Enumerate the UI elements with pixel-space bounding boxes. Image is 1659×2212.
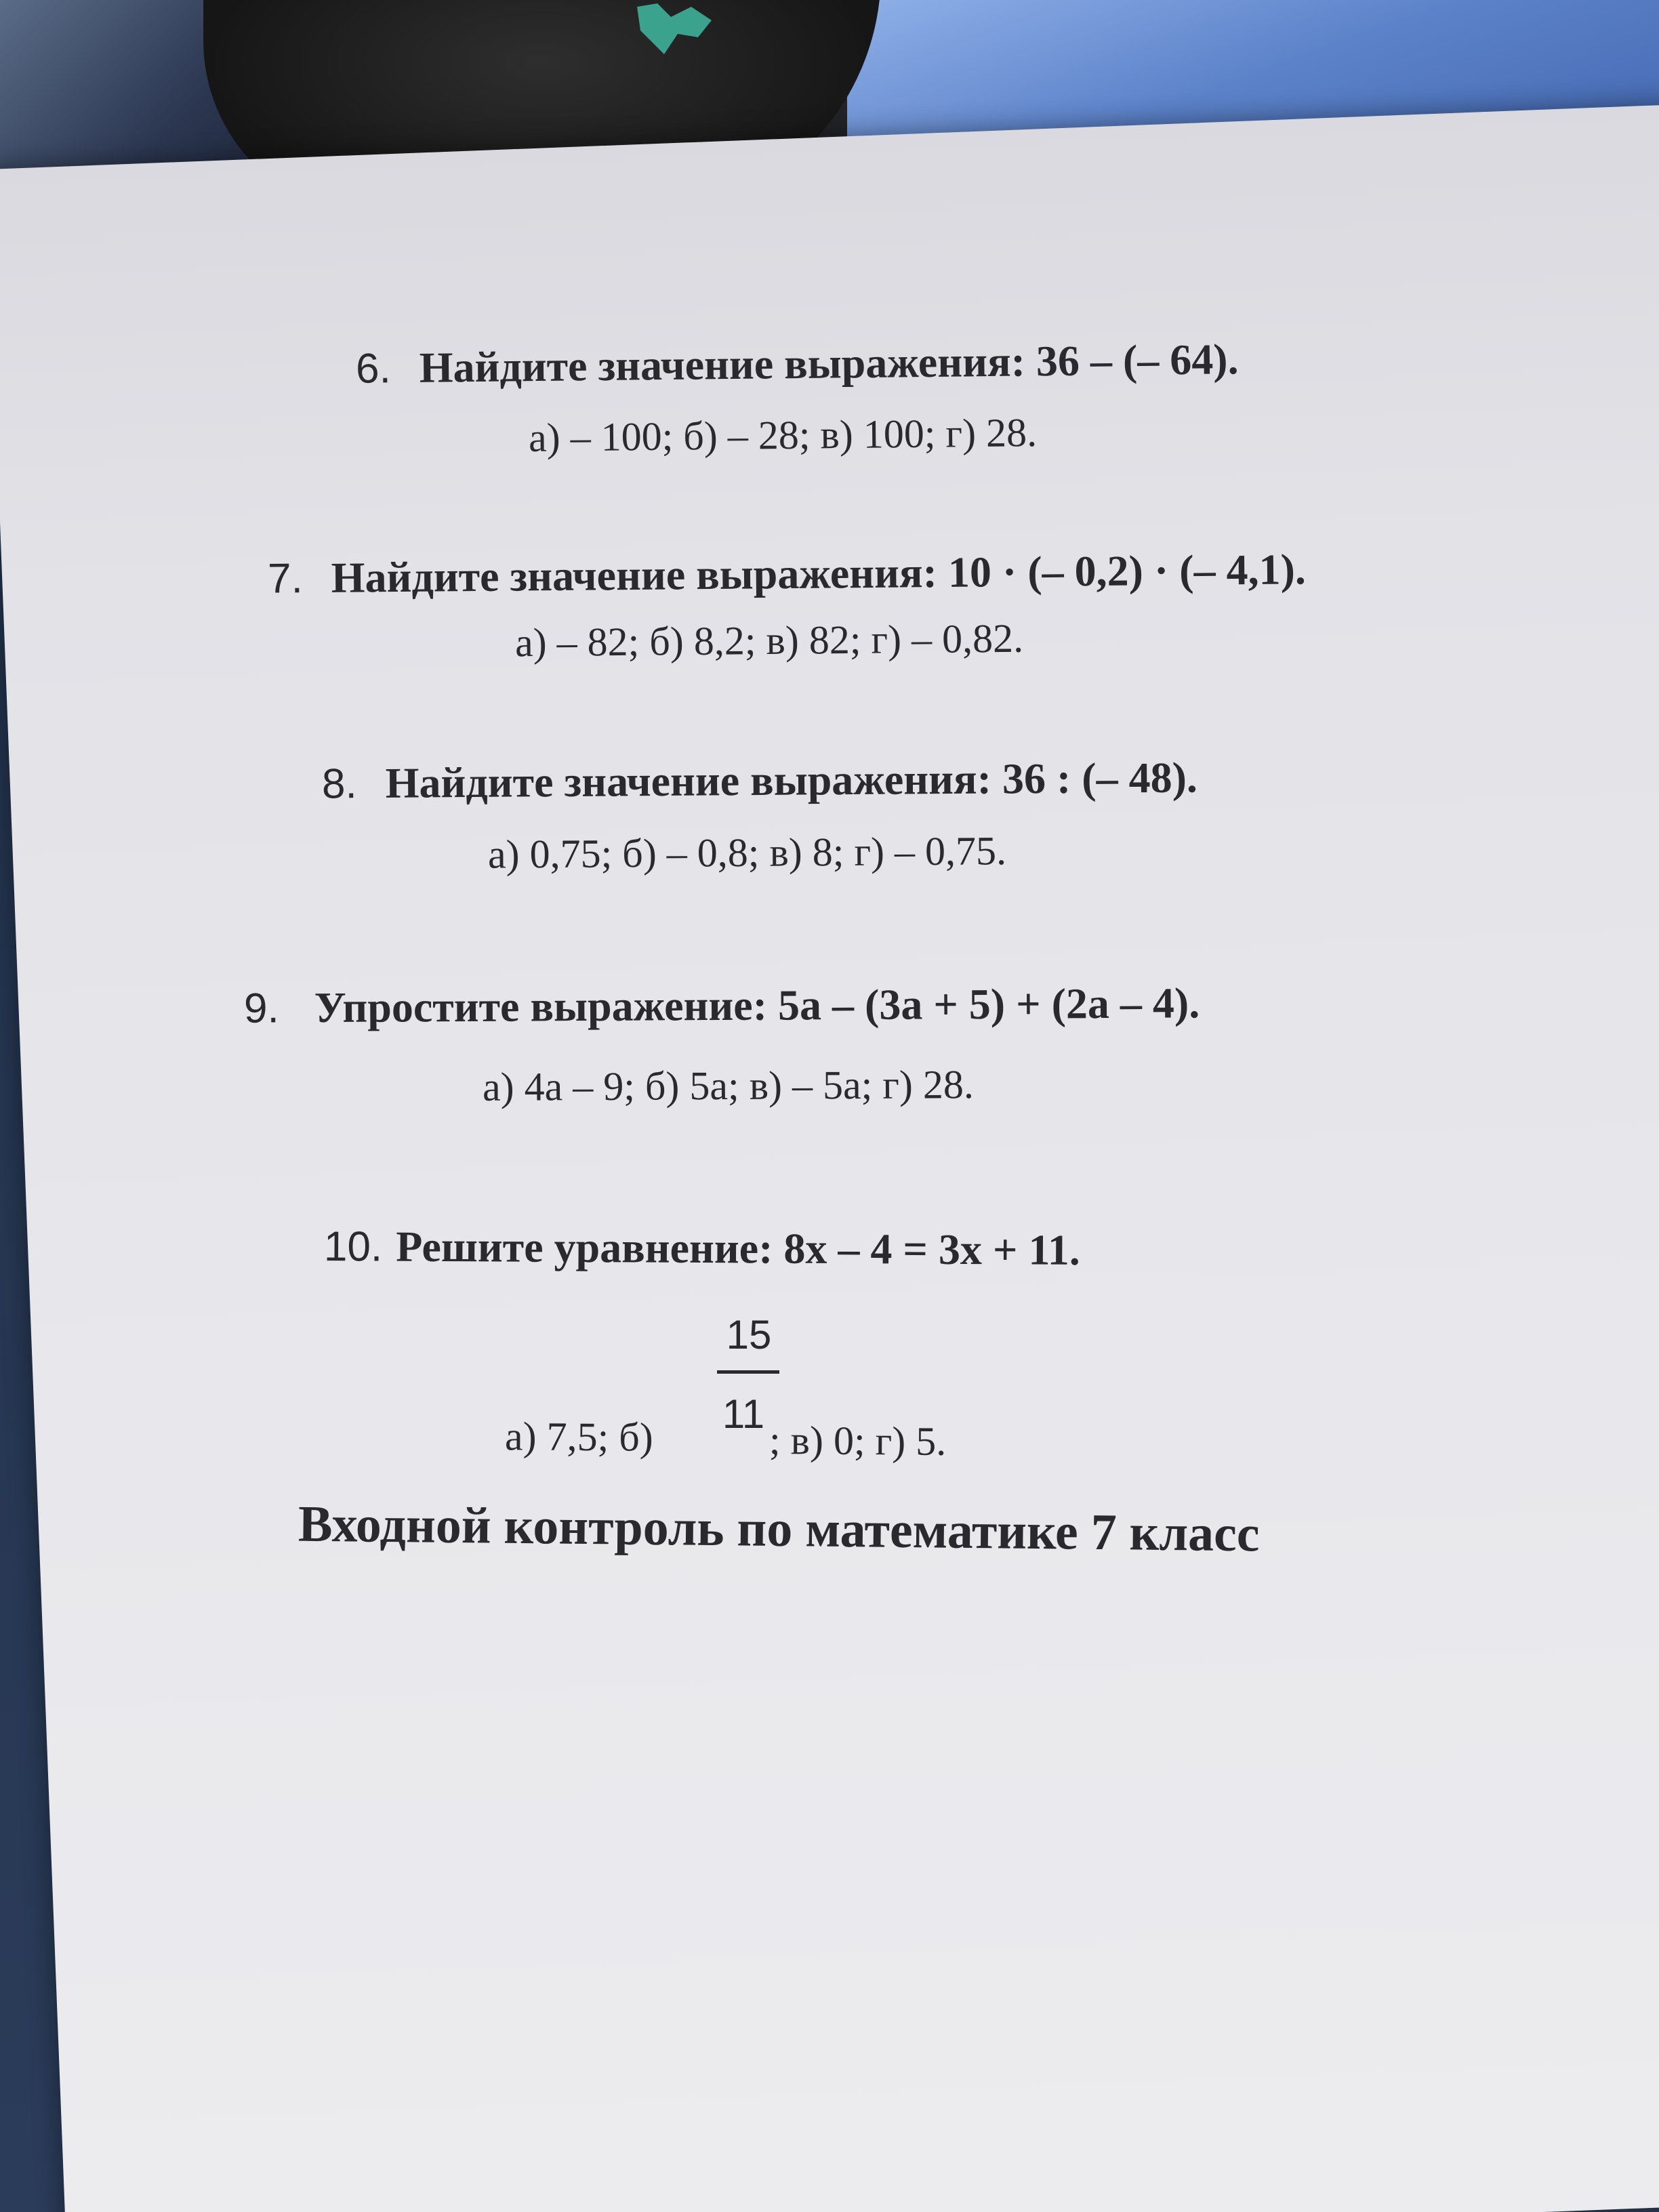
answer-options: а) – 82; б) 8,2; в) 82; г) – 0,82.	[514, 615, 1024, 665]
answer-options: а) – 100; б) – 28; в) 100; г) 28.	[528, 410, 1038, 460]
question-9	[243, 979, 1200, 1032]
answer-options: а) 4а – 9; б) 5а; в) – 5а; г) 28.	[482, 1062, 975, 1109]
question-number: 6.	[355, 345, 392, 392]
question-number: 7.	[267, 555, 304, 602]
question-text: Решите уравнение: 8х – 4 = 3х + 11.	[396, 1222, 1081, 1274]
question-number: 8.	[321, 760, 357, 808]
question-6	[356, 337, 1239, 390]
answer-options-after-fraction: ; в) 0; г) 5.	[769, 1418, 947, 1464]
fraction-bar	[717, 1370, 779, 1374]
question-number: 9.	[243, 985, 279, 1032]
answer-options-before-fraction: а) 7,5; б)	[504, 1414, 654, 1460]
question-text: Найдите значение выражения: 36 – (– 64).	[419, 335, 1239, 392]
fraction-numerator: 15	[726, 1312, 772, 1357]
question-number: 10.	[323, 1223, 383, 1271]
question-text: Упростите выражение: 5а – (3а + 5) + (2а – 4).	[314, 979, 1200, 1032]
question-text: Найдите значение выражения: 10 · (– 0,2) · (– 4,1).	[331, 545, 1307, 602]
answer-options: а) 0,75; б) – 0,8; в) 8; г) – 0,75.	[487, 828, 1007, 877]
worksheet-title: Входной контроль по математике 7 класс	[298, 1495, 1261, 1563]
question-10	[323, 1222, 1081, 1274]
question-8	[321, 753, 1198, 808]
fraction-denominator: 11	[722, 1391, 765, 1437]
question-7	[267, 545, 1307, 602]
question-text: Найдите значение выражения: 36 : (– 48).	[385, 753, 1198, 807]
